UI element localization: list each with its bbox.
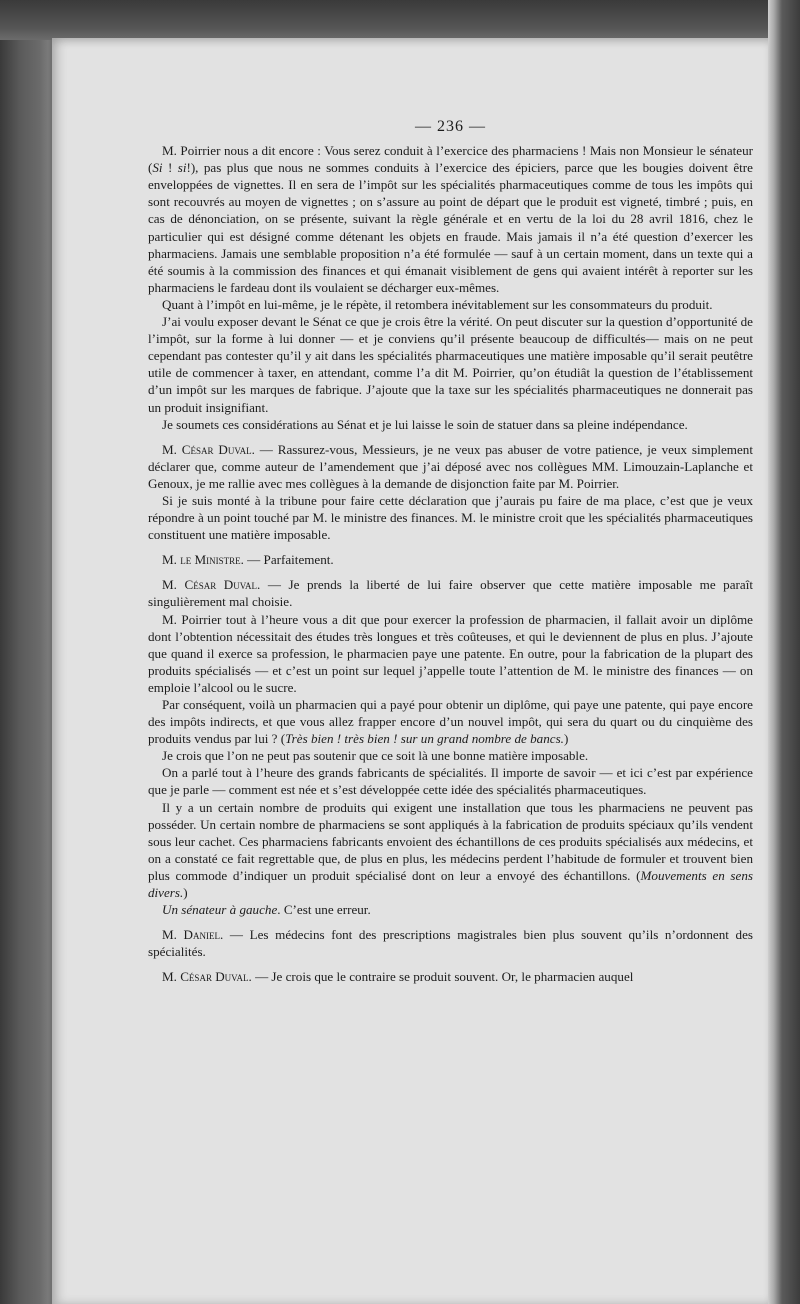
text-run: !: [162, 160, 178, 176]
speaker-name: le Ministre: [180, 552, 241, 568]
paragraph: [148, 576, 753, 610]
italic-text: Mouvements en sens divers.: [148, 867, 753, 901]
text-run: Par conséquent, voilà un pharmacien qui a payé pour obtenir un diplôme, qui paye une patente, qui paye encore des impôts indirects, et que vous allez frapper encore d’un nouvel impôt, qui sera du quart ou du cinquième des produits vendus par lui ? (: [148, 697, 753, 747]
paragraph: [148, 696, 753, 747]
text-run: M. Poirrier tout à l’heure vous a dit que pour exercer la profession de pharmacien, il fallait avoir un diplôme dont l’obtention nécessitait des études très longues et très coûteuses, et qui le deviennent de plus en plus. J’ajoute que quand il exerce sa profession, le pharmacien paye une patente. En outre, pour la fabrication de la plupart des produits spécialisés — et c’est un point sur lequel j’appelle toute l’attention de M. le ministre des finances — on emploie l’alcool ou le sucre.: [148, 611, 753, 695]
paragraph: [148, 142, 753, 296]
paragraph: [148, 296, 753, 313]
text-run: . C’est une erreur.: [277, 902, 371, 918]
paragraph: [148, 441, 753, 492]
italic-text: si: [177, 160, 187, 176]
document-body: [148, 118, 753, 986]
speaker-name: César Duval: [184, 577, 258, 593]
text-run: ): [563, 731, 569, 747]
text-run: M.: [162, 552, 181, 568]
paragraph: [148, 611, 753, 696]
text-run: J’ai voulu exposer devant le Sénat ce que je crois être la vérité. On peut discuter sur la question d’opportunité de l’impôt, sur la forme à lui donner — et je conviens qu’il présente beaucoup de difficultés— mais on ne peut cependant pas contester qu’il y ait dans les spécialités pharmaceutiques une matière imposable qu’il serait peutêtre utile de commencer à taxer, en attendant, comme l’a dit M. Poirrier, qu’on étudiât la question de l’établissement d’un impôt sur les marques de fabrique. J’ajoute que la taxe sur les spécialités pharmaceutiques ne donnerait pas un produit insignifiant.: [148, 314, 753, 415]
paragraph: [148, 799, 753, 902]
text-run: . — Les médecins font des prescriptions magistrales bien plus souvent qu’ils n’ordonnent des spécialités.: [148, 927, 753, 960]
paragraph: [148, 968, 753, 985]
text-run: . — Rassurez-vous, Messieurs, je ne veux pas abuser de votre patience, je veux simplement déclarer que, comme auteur de l’amendement que j’ai déposé avec nos collègues MM. Limouzain-Laplanche et Genoux, je me rallie avec mes collègues à la demande de disjonction faite par M. Poirrier.: [148, 441, 753, 491]
text-run: . — Je prends la liberté de lui faire observer que cette matière imposable me paraît singulièrement mal choisie.: [148, 577, 753, 610]
paragraph: [148, 551, 753, 568]
paragraph: [148, 764, 753, 798]
paragraph: [148, 492, 753, 543]
text-run: Quant à l’impôt en lui-même, je le répète, il retombera inévitablement sur les consommateurs du produit.: [162, 296, 713, 312]
text-run: M.: [162, 969, 181, 985]
paragraph: [148, 416, 753, 433]
paragraph: [148, 926, 753, 960]
text-run: M.: [162, 441, 182, 457]
italic-text: Si: [152, 160, 163, 176]
text-run: ): [183, 885, 188, 901]
scan-right-edge: [768, 0, 800, 1304]
text-run: On a parlé tout à l’heure des grands fabricants de spécialités. Il importe de savoir — et ici c’est par expérience que je parle — comment est née et s’est développée cette idée des spécialités pharmaceutiques.: [148, 765, 753, 798]
text-run: M.: [162, 927, 184, 943]
italic-text: Très bien ! très bien ! sur un grand nombre de bancs.: [285, 731, 564, 747]
speaker-name: César Duval: [181, 441, 252, 457]
paragraph: [148, 901, 753, 918]
paragraph-list: [148, 142, 753, 985]
text-run: . — Parfaitement.: [240, 552, 334, 568]
text-run: !), pas plus que nous ne sommes conduits à l’exercice des épiciers, parce que les bougies doivent être enveloppées de vignettes. Il en sera de l’impôt sur les spécialités pharmaceutiques comme de tous les impôts qui sont recouvrés au moyen de vignettes ; on s’assure au point de départ que le produit est vigneté, timbré ; puis, en cas de dénonciation, on se présente, suivant la règle générale et en vertu de la loi du 28 avril 1816, chez le particulier qui est désigné comme détenant les objets en fraude. Mais jamais il n’a été question d’exercer les pharmaciens. Jamais une semblable proposition n’a été formulée — sauf à un certain moment, dans un texte qui a été soumis à la commission des finances et qui émanait visiblement de gens qui avaient intérêt à reporter sur les pharmaciens le fardeau dont ils voulaient se décharger eux-mêmes.: [148, 160, 753, 295]
text-run: Il y a un certain nombre de produits qui exigent une installation que tous les pharmaciens ne peuvent pas posséder. Un certain nombre de pharmaciens se sont appliqués à la fabrication de produits spéciaux qu’ils vendent sous leur cachet. Ces pharmaciens fabricants envoient des échantillons de ces produits spécialisés aux médecins, et on a constaté ce fait regrettable que, de plus en plus, les médecins perdent l’habitude de formuler et trouvent bien plus commode d’indiquer un produit spécialisé dont on leur a envoyé des échantillons. (: [148, 799, 753, 883]
text-run: . — Je crois que le contraire se produit souvent. Or, le pharmacien auquel: [248, 969, 634, 985]
paragraph: [148, 747, 753, 764]
paragraph: [148, 313, 753, 416]
italic-text: Un sénateur à gauche: [162, 902, 278, 918]
page-number: — 236 —: [415, 118, 486, 135]
text-run: M. Poirrier nous a dit encore : Vous serez conduit à l’exercice des pharmaciens ! Mais non Monsieur le sénateur (: [148, 143, 753, 176]
speaker-name: Daniel: [183, 927, 220, 943]
text-run: Je crois que l’on ne peut pas soutenir que ce soit là une bonne matière imposable.: [162, 748, 589, 764]
scan-top-shadow: [0, 0, 800, 40]
speaker-name: César Duval: [180, 969, 249, 985]
text-run: Je soumets ces considérations au Sénat et je lui laisse le soin de statuer dans sa pleine indépendance.: [162, 416, 688, 432]
text-run: Si je suis monté à la tribune pour faire cette déclaration que j’aurais pu faire de ma place, c’est que je veux répondre à un point touché par M. le ministre des finances. M. le ministre croit que les spécialités pharmaceutiques constituent une matière imposable.: [148, 492, 753, 543]
text-run: M.: [162, 577, 185, 593]
